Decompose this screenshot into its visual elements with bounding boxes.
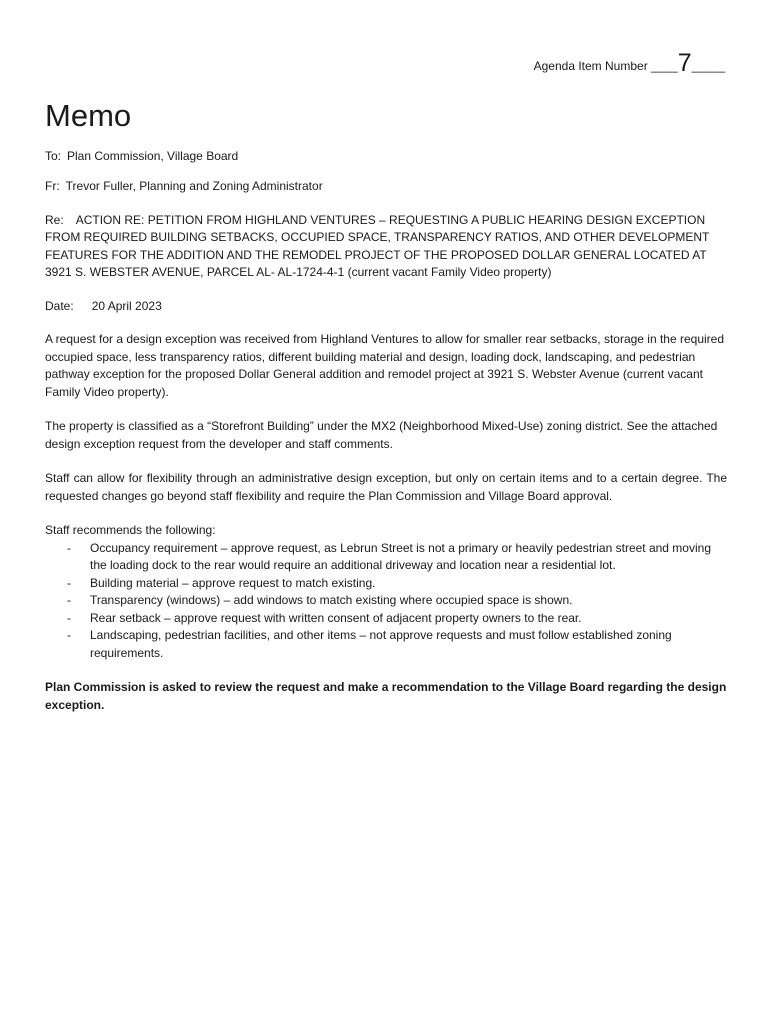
- bullet-dash: -: [67, 628, 71, 642]
- recommendation-text: Rear setback – approve request with written consent of adjacent property owners to the rear.: [90, 610, 582, 625]
- to-label: To:: [45, 149, 62, 163]
- list-item: [45, 540, 727, 575]
- date-value: 20 April 2023: [91, 298, 162, 313]
- from-line: [45, 178, 727, 196]
- re-label: Re:: [45, 212, 64, 227]
- agenda-item-number: [533, 49, 725, 77]
- body-paragraph: A request for a design exception was received from Highland Ventures to allow for smaller rear setbacks, storage in the required occupied space, less transparency ratios, different building material and design, loading dock, landscaping, and pedestrian pathway exception for the proposed Dollar General addition and remodel project at 3921 S. Webster Avenue (current vacant Family Video property).: [45, 332, 725, 399]
- to-line: [45, 148, 727, 166]
- date-label: Date:: [45, 298, 74, 313]
- list-item: [45, 575, 727, 593]
- recommendation-text: Building material – approve request to match existing.: [90, 575, 376, 590]
- body-paragraph: The property is classified as a “Storefront Building” under the MX2 (Neighborhood Mixed-Use) zoning district. See the attached design exception request from the developer and staff comments.: [45, 419, 718, 451]
- recommendation-text: Transparency (windows) – add windows to match existing where occupied space is shown.: [90, 593, 573, 607]
- bullet-dash: -: [67, 575, 71, 590]
- from-label: Fr:: [45, 179, 60, 193]
- bullet-dash: -: [67, 610, 71, 625]
- agenda-prefix: Agenda Item Number ____: [533, 59, 678, 73]
- body-paragraph: Staff can allow for flexibility through an administrative design exception, but only on certain items and to a certain degree. The requested changes go beyond staff flexibility and require the Plan Commission and Village Board approval.: [45, 471, 727, 503]
- list-item: [45, 627, 727, 662]
- memo-body: [45, 148, 727, 714]
- bullet-dash: -: [67, 540, 71, 555]
- recommendation-text: Occupancy requirement – approve request, as Lebrun Street is not a primary or heavily pedestrian street and moving the loading dock to the rear would require an additional driveway and location near a residential lot.: [90, 540, 711, 572]
- recommendation-text: Landscaping, pedestrian facilities, and other items – not approve requests and must follow established zoning requirements.: [90, 628, 672, 660]
- agenda-suffix: _____: [691, 59, 725, 73]
- to-value: Plan Commission, Village Board: [67, 149, 239, 163]
- closing-statement: Plan Commission is asked to review the request and make a recommendation to the Village Board regarding the design exception.: [45, 680, 727, 712]
- memo-title: Memo: [45, 98, 132, 133]
- recommendations-list: [45, 540, 727, 663]
- bullet-dash: -: [67, 593, 71, 607]
- date-line: [45, 298, 727, 316]
- re-value: ACTION RE: PETITION FROM HIGHLAND VENTURES – REQUESTING A PUBLIC HEARING DESIGN EXCEPTION FROM REQUIRED BUILDING SETBACKS, OCCUPIED SPACE, TRANSPARENCY RATIOS, AND OTHER DEVELOPMENT FEATURES FOR THE ADDITION AND THE REMODEL PROJECT OF THE PROPOSED DOLLAR GENERAL LOCATED AT 3921 S. WEBSTER AVENUE, PARCEL AL- AL-1724-4-1 (current vacant Family Video property): [45, 212, 710, 279]
- agenda-number: 7: [677, 49, 692, 77]
- recommendations-intro: Staff recommends the following:: [45, 523, 216, 537]
- from-value: Trevor Fuller, Planning and Zoning Administrator: [65, 179, 323, 193]
- list-item: [45, 592, 727, 610]
- list-item: [45, 610, 727, 628]
- re-line: [45, 212, 727, 282]
